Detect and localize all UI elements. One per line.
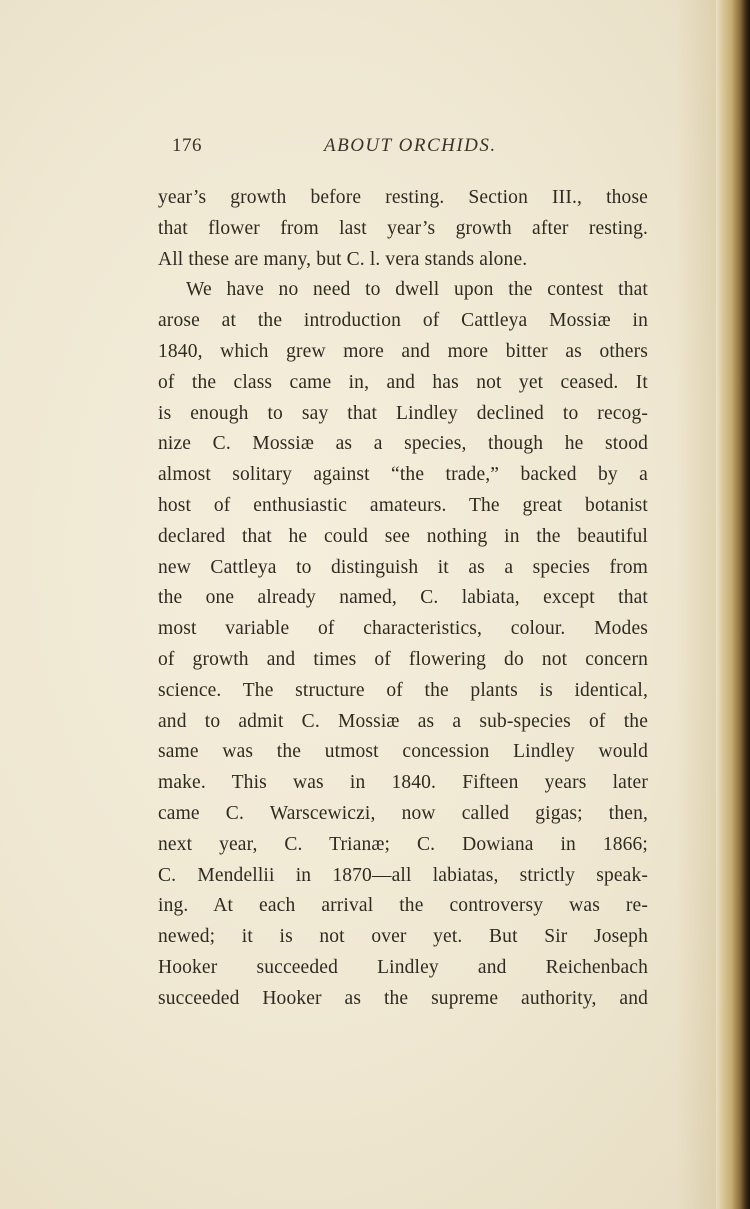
book-title: ABOUT ORCHIDS. [324, 135, 497, 156]
text-line: that flower from last year’s growth after resting. [158, 217, 648, 239]
text-line: make. This was in 1840. Fifteen years later [158, 772, 648, 794]
text-line: same was the utmost concession Lindley would [158, 741, 648, 763]
text-line: of growth and times of flowering do not concern [158, 648, 648, 670]
text-line: new Cattleya to distinguish it as a species from [158, 556, 648, 578]
text-line: came C. Warscewiczi, now called gigas; then, [158, 802, 648, 824]
text-line: We have no need to dwell upon the contest that [186, 279, 648, 301]
text-line: host of enthusiastic amateurs. The great botanist [158, 494, 648, 516]
running-head [172, 133, 640, 163]
page-number: 176 [172, 135, 202, 156]
text-line: almost solitary against “the trade,” backed by a [158, 464, 648, 486]
text-line: 1840, which grew more and more bitter as others [158, 340, 648, 362]
book-binding-edge [716, 0, 750, 1209]
text-line: science. The structure of the plants is identical, [158, 679, 648, 701]
text-line: of the class came in, and has not yet ceased. It [158, 371, 648, 393]
text-line: succeeded Hooker as the supreme authority, and [158, 987, 648, 1009]
text-line: next year, C. Trianæ; C. Dowiana in 1866; [158, 833, 648, 855]
text-line: All these are many, but C. l. vera stands alone. [158, 248, 528, 270]
text-line: newed; it is not over yet. But Sir Joseph [158, 926, 648, 948]
text-line: year’s growth before resting. Section III., those [158, 187, 648, 208]
text-line: is enough to say that Lindley declined to recog- [158, 402, 648, 424]
body-text [158, 183, 648, 1015]
text-line: declared that he could see nothing in the beautiful [158, 525, 648, 547]
text-line: Hooker succeeded Lindley and Reichenbach [158, 956, 648, 978]
text-line: ing. At each arrival the controversy was re- [158, 895, 648, 917]
text-line: the one already named, C. labiata, except that [158, 587, 648, 609]
binding-shadow [676, 0, 716, 1209]
text-line: most variable of characteristics, colour. Modes [158, 618, 648, 640]
text-line: nize C. Mossiæ as a species, though he stood [158, 433, 648, 455]
text-line: C. Mendellii in 1870—all labiatas, strictly speak- [158, 864, 648, 886]
text-line: and to admit C. Mossiæ as a sub-species of the [158, 710, 648, 732]
text-line: arose at the introduction of Cattleya Mossiæ in [158, 310, 648, 332]
